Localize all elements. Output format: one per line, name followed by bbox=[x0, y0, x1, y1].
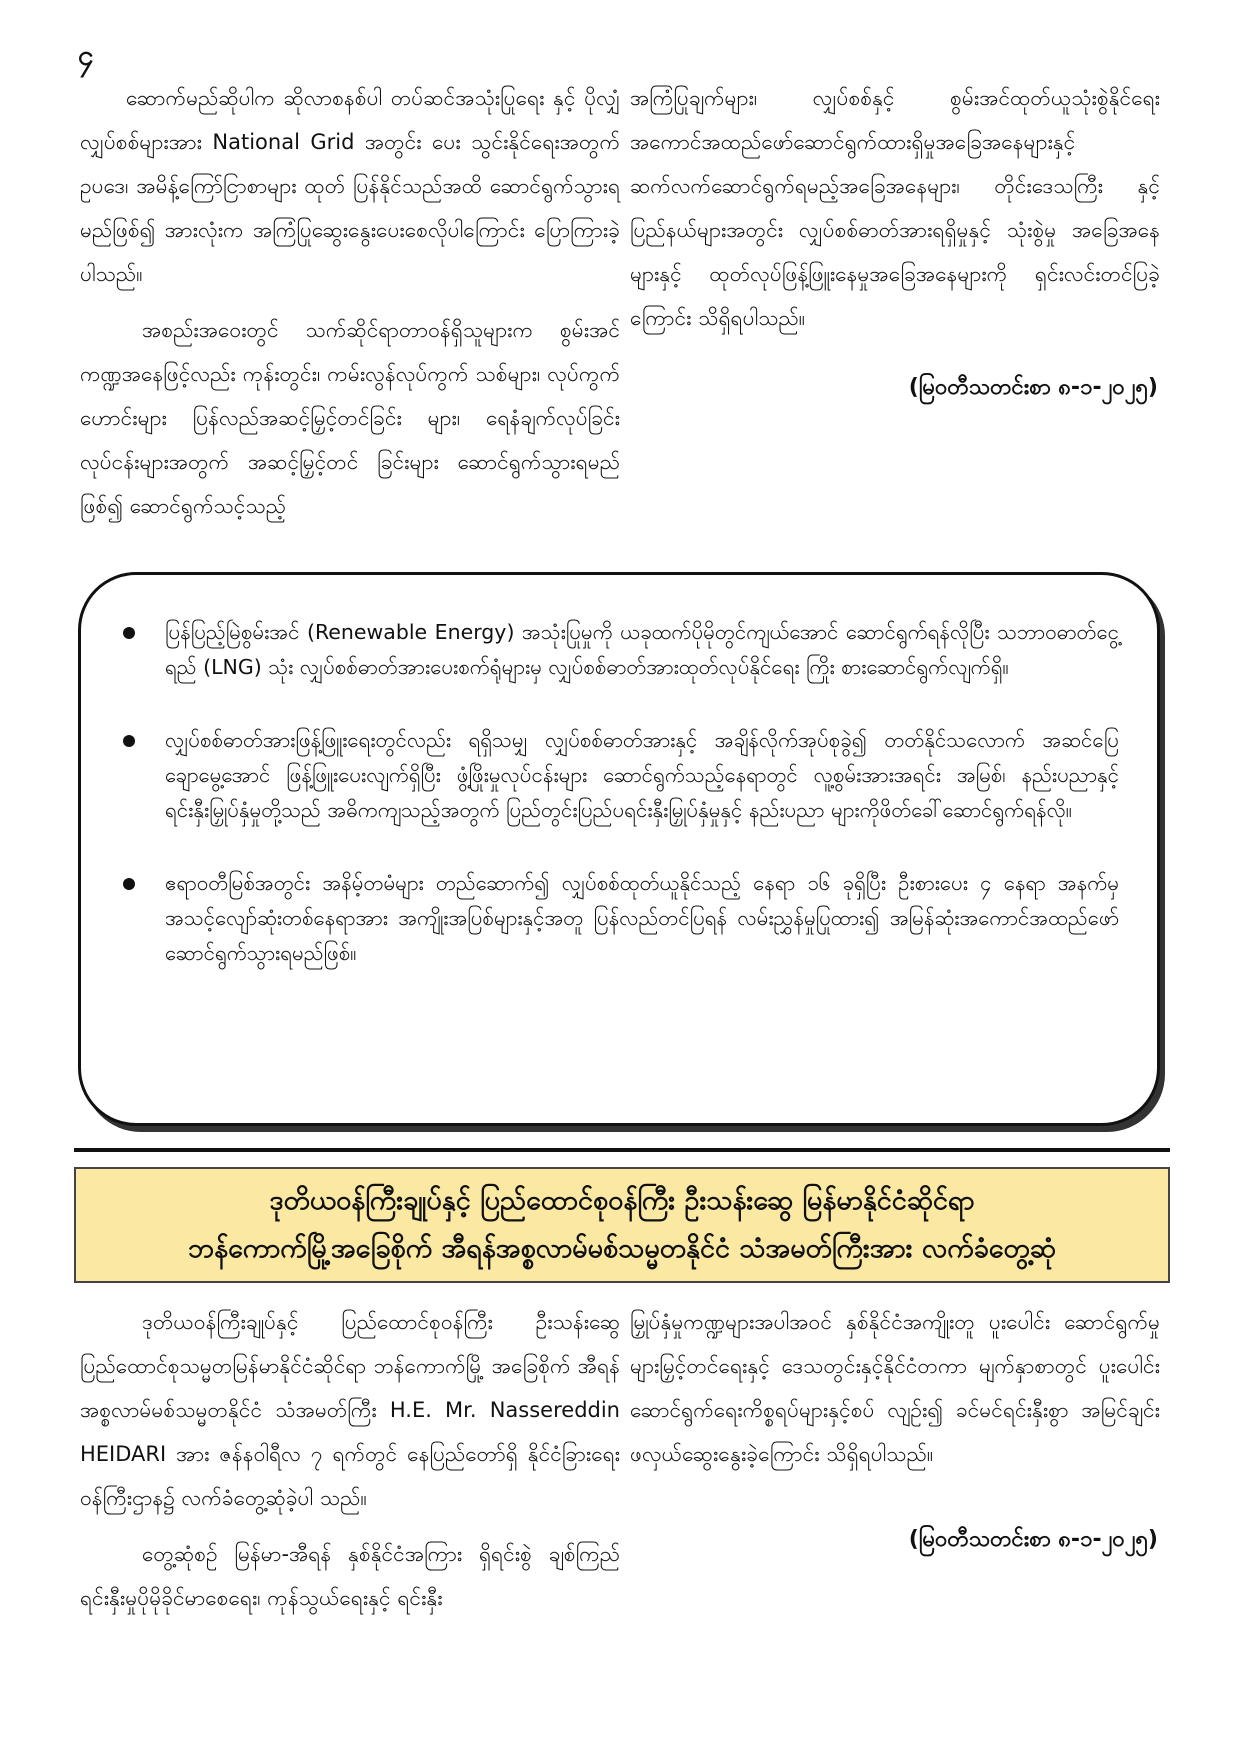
headline-line-2: ဘန်ကောက်မြို့အခြေစိုက် အီရန်အစ္စလာမ်မစ်သမ္မတနိုင်ငံ သံအမတ်ကြီးအား လက်ခံတွေ့ဆုံ bbox=[188, 1233, 1056, 1264]
bullet-icon bbox=[123, 878, 135, 890]
bottom-right-column bbox=[630, 1300, 1160, 1476]
source-citation: (မြဝတီသတင်းစာ ၈-၁-၂၀၂၅) bbox=[908, 375, 1158, 400]
page-number: ၄ bbox=[78, 39, 94, 72]
top-left-column bbox=[80, 76, 620, 528]
summary-box bbox=[78, 572, 1160, 1126]
paragraph: အကြံပြုချက်များ၊ လျှပ်စစ်နှင့် စွမ်းအင်ထုတ်ယူသုံးစွဲနိုင်ရေး အကောင်အထည်ဖော်ဆောင်ရွက်ထားရှိမှုအခြေအနေများနှင့် ဆက်လက်ဆောင်ရွက်ရမည့်အခြေအနေများ၊ တိုင်းဒေသကြီး နှင့် ပြည်နယ်များအတွင်း လျှပ်စစ်ဓာတ်အားရရှိမှုနှင့် သုံးစွဲမှု အခြေအနေများနှင့် ထုတ်လုပ်ဖြန့်ဖြူးနေမှုအခြေအနေများကို ရှင်းလင်းတင်ပြခဲ့ကြောင်း သိရှိရပါသည်။ bbox=[630, 86, 1160, 330]
bullet-icon bbox=[123, 627, 135, 639]
list-item bbox=[111, 723, 1119, 828]
source-citation: (မြဝတီသတင်းစာ ၈-၁-၂၀၂၅) bbox=[908, 1527, 1158, 1552]
bullet-icon bbox=[123, 735, 135, 747]
list-item bbox=[111, 615, 1119, 685]
list-item-text: ပြန်ပြည့်မြဲစွမ်းအင် (Renewable Energy) အသုံးပြုမှုကို ယခုထက်ပိုမိုတွင်ကျယ်အောင် ဆောင်ရွက်ရန်လိုပြီး သဘာဝဓာတ်ငွေ့ရည် (LNG) သုံး လျှပ်စစ်ဓာတ်အားပေးစက်ရုံများမှ လျှပ်စစ်ဓာတ်အားထုတ်လုပ်နိုင်ရေး ကြိုး စားဆောင်ရွက်လျက်ရှိ။ bbox=[165, 620, 1119, 679]
top-right-column bbox=[630, 76, 1160, 340]
paragraph: မြှုပ်နှံမှုကဏ္ဍများအပါအဝင် နှစ်နိုင်ငံအကျိုးတူ ပူးပေါင်း ဆောင်ရွက်မှုများမြှင့်တင်ရေးနှင့် ဒေသတွင်းနှင့်နိုင်ငံတကာ မျက်နှာစာတွင် ပူးပေါင်းဆောင်ရွက်ရေးကိစ္စရပ်များနှင့်စပ် လျဉ်း၍ ခင်မင်ရင်းနှီးစွာ အမြင်ချင်းဖလှယ်ဆွေးနွေးခဲ့ကြောင်း သိရှိရပါသည်။ bbox=[630, 1310, 1160, 1466]
list-item-text: ဧရာဝတီမြစ်အတွင်း အနိမ့်တမံများ တည်ဆောက်၍ လျှပ်စစ်ထုတ်ယူနိုင်သည့် နေရာ ၁၆ ခုရှိပြီး ဦးစားပေး ၄ နေရာ အနက်မှ အသင့်လျော်ဆုံးတစ်နေရာအား အကျိုးအပြစ်များနှင့်အတူ ပြန်လည်တင်ပြရန် လမ်းညွှန်မှုပြုထား၍ အမြန်ဆုံးအကောင်အထည်ဖော်ဆောင်ရွက်သွားရမည်ဖြစ်။ bbox=[165, 871, 1119, 965]
article-headline bbox=[74, 1167, 1170, 1283]
section-divider bbox=[74, 1148, 1170, 1152]
paragraph: ဆောက်မည်ဆိုပါက ဆိုလာစနစ်ပါ တပ်ဆင်အသုံးပြုရေး နှင့် ပိုလျှံလျှပ်စစ်များအား National Grid အတွင်း ပေး သွင်းနိုင်ရေးအတွက် ဥပဒေ၊ အမိန့်ကြော်ငြာစာများ ထုတ် ပြန်နိုင်သည်အထိ ဆောင်ရွက်သွားရမည်ဖြစ်၍ အားလုံးက အကြံပြုဆွေးနွေးပေးစေလိုပါကြောင်း ပြောကြားခဲ့ပါသည်။ bbox=[80, 86, 620, 286]
list-item-text: လျှပ်စစ်ဓာတ်အားဖြန့်ဖြူးရေးတွင်လည်း ရရှိသမျှ လျှပ်စစ်ဓာတ်အားနှင့် အချိန်လိုက်အုပ်စုခွဲ၍ တတ်နိုင်သလောက် အဆင်ပြေချောမွေ့အောင် ဖြန့်ဖြူးပေးလျက်ရှိပြီး ဖွံ့ဖြိုးမှုလုပ်ငန်းများ ဆောင်ရွက်သည့်နေရာတွင် လူ့စွမ်းအားအရင်း အမြစ်၊ နည်းပညာနှင့် ရင်းနှီးမြှုပ်နှံမှုတို့သည် အဓိကကျသည့်အတွက် ပြည်တွင်းပြည်ပရင်းနှီးမြှုပ်နှံမှုနှင့် နည်းပညာ များကိုဖိတ်ခေါ်ဆောင်ရွက်ရန်လို။ bbox=[165, 728, 1119, 822]
list-item bbox=[111, 866, 1119, 971]
paragraph: တွေ့ဆုံစဉ် မြန်မာ-အီရန် နှစ်နိုင်ငံအကြား ရှိရင်းစွဲ ချစ်ကြည်ရင်းနှီးမှုပိုမိုခိုင်မာစေရေး၊ ကုန်သွယ်ရေးနှင့် ရင်းနှီး bbox=[80, 1542, 620, 1610]
headline-line-1: ဒုတိယဝန်ကြီးချုပ်နှင့် ပြည်ထောင်စုဝန်ကြီး ဦးသန်းဆွေ မြန်မာနိုင်ငံဆိုင်ရာ bbox=[269, 1185, 975, 1216]
paragraph: ဒုတိယဝန်ကြီးချုပ်နှင့် ပြည်ထောင်စုဝန်ကြီး ဦးသန်းဆွေ ပြည်ထောင်စုသမ္မတမြန်မာနိုင်ငံဆိုင်ရာ ဘန်ကောက်မြို့ အခြေစိုက် အီရန်အစ္စလာမ်မစ်သမ္မတနိုင်ငံ သံအမတ်ကြီး H.E. Mr. Nassereddin HEIDARI အား ဇန်နဝါရီလ ၇ ရက်တွင် နေပြည်တော်ရှိ နိုင်ငံခြားရေးဝန်ကြီးဌာန၌ လက်ခံတွေ့ဆုံခဲ့ပါ သည်။ bbox=[80, 1310, 620, 1510]
bottom-left-column bbox=[80, 1300, 620, 1620]
summary-list bbox=[111, 615, 1119, 1009]
paragraph: အစည်းအဝေးတွင် သက်ဆိုင်ရာတာဝန်ရှိသူများက စွမ်းအင်ကဏ္ဍအနေဖြင့်လည်း ကုန်းတွင်း၊ ကမ်းလွန်လုပ်ကွက် သစ်များ၊ လုပ်ကွက်ဟောင်းများ ပြန်လည်အဆင့်မြှင့်တင်ခြင်း များ၊ ရေနံချက်လုပ်ခြင်းလုပ်ငန်းများအတွက် အဆင့်မြှင့်တင် ခြင်းများ ဆောင်ရွက်သွားရမည်ဖြစ်၍ ဆောင်ရွက်သင့်သည့် bbox=[80, 318, 620, 518]
